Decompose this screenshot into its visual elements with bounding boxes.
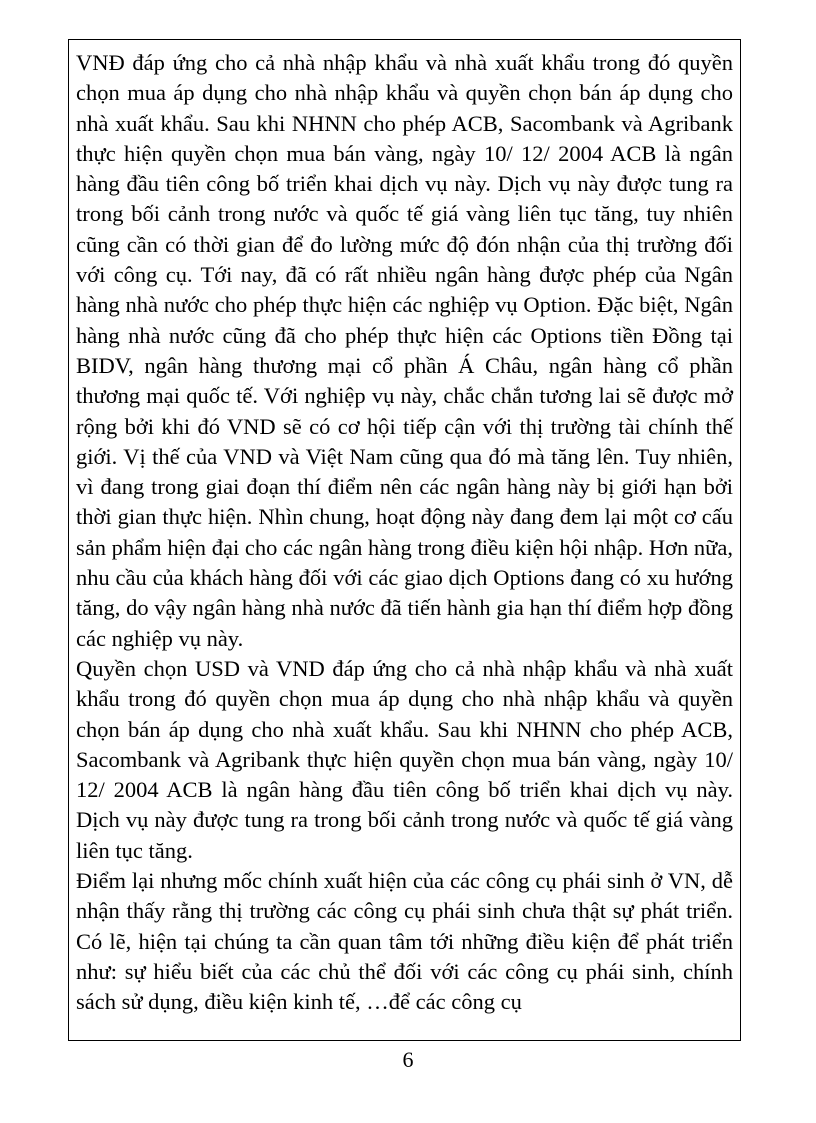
paragraph-1: VNĐ đáp ứng cho cả nhà nhập khẩu và nhà xuất khẩu trong đó quyền chọn mua áp dụng cho nhà nhập khẩu và quyền chọn bán áp dụng cho nhà xuất khẩu. Sau khi NHNN cho phép ACB, Sacombank và Agribank thực hiện quyền chọn mua bán vàng, ngày 10/ 12/ 2004 ACB là ngân hàng đầu tiên công bố triển khai dịch vụ này. Dịch vụ này được tung ra trong bối cảnh trong nước và quốc tế giá vàng liên tục tăng, tuy nhiên cũng cần có thời gian để đo lường mức độ đón nhận của thị trường đối với công cụ. Tới nay, đã có rất nhiều ngân hàng được phép của Ngân hàng nhà nước cho phép thực hiện các nghiệp vụ Option. Đặc biệt, Ngân hàng nhà nước cũng đã cho phép thực hiện các Options tiền Đồng tại BIDV, ngân hàng thương mại cổ phần Á Châu, ngân hàng cổ phần thương mại quốc tế. Với nghiệp vụ này, chắc chắn tương lai sẽ được mở rộng bởi khi đó VND sẽ có cơ hội tiếp cận với thị trường tài chính thế giới. Vị thế của VND và Việt Nam cũng qua đó mà tăng lên. Tuy nhiên, vì đang trong giai đoạn thí điểm nên các ngân hàng này bị giới hạn bởi thời gian thực hiện. Nhìn chung, hoạt động này đang đem lại một cơ cấu sản phẩm hiện đại cho các ngân hàng trong điều kiện hội nhập. Hơn nữa, nhu cầu của khách hàng đối với các giao dịch Options đang có xu hướng tăng, do vậy ngân hàng nhà nước đã tiến hành gia hạn thí điểm hợp đồng các nghiệp vụ này. [76,50,733,651]
page-number: 6 [402,1047,414,1072]
text-frame [68,39,741,1041]
paragraph-2: Quyền chọn USD và VND đáp ứng cho cả nhà nhập khẩu và nhà xuất khẩu trong đó quyền chọn mua áp dụng cho nhà nhập khẩu và quyền chọn bán áp dụng cho nhà xuất khẩu. Sau khi NHNN cho phép ACB, Sacombank và Agribank thực hiện quyền chọn mua bán vàng, ngày 10/ 12/ 2004 ACB là ngân hàng đầu tiên công bố triển khai dịch vụ này. Dịch vụ này được tung ra trong bối cảnh trong nước và quốc tế giá vàng liên tục tăng. [76,655,733,863]
paragraph-3: Điểm lại nhưng mốc chính xuất hiện của các công cụ phái sinh ở VN, dễ nhận thấy rằng thị trường các công cụ phái sinh chưa thật sự phát triển. Có lẽ, hiện tại chúng ta cần quan tâm tới những điều kiện để phát triển như: sự hiểu biết của các chủ thể đối với các công cụ phái sinh, chính sách sử dụng, điều kiện kinh tế, …để các công cụ [76,868,733,1015]
